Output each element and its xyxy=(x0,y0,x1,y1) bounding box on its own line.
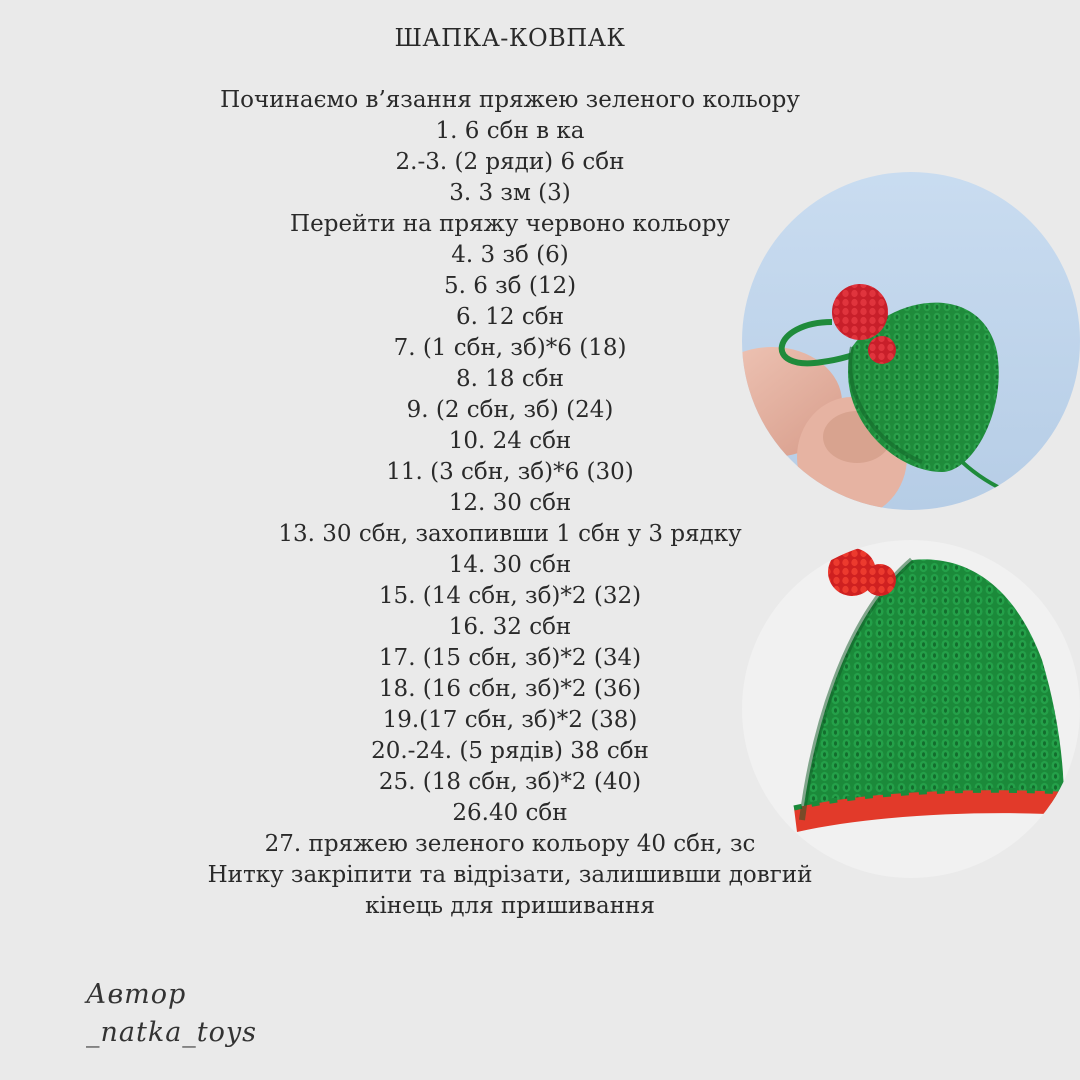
instruction-line: 3. 3 зм (3) xyxy=(449,180,571,206)
hat-top-illustration xyxy=(742,172,1080,510)
instruction-line: кінець для пришивання xyxy=(365,893,655,919)
instruction-line: 5. 6 зб (12) xyxy=(443,273,577,299)
instruction-line: 17. (15 сбн, зб)*2 (34) xyxy=(378,645,642,671)
instruction-line: 7. (1 сбн, зб)*6 (18) xyxy=(393,335,627,361)
instruction-line: 12. 30 сбн xyxy=(448,490,572,516)
instruction-line: 10. 24 сбн xyxy=(448,428,572,454)
instruction-line: 13. 30 сбн, захопивши 1 сбн у 3 рядку xyxy=(278,521,742,547)
author-credit xyxy=(86,976,257,1052)
instruction-line: 25. (18 сбн, зб)*2 (40) xyxy=(378,769,642,795)
instruction-line: 14. 30 сбн xyxy=(448,552,572,578)
instruction-line: 16. 32 сбн xyxy=(448,614,572,640)
instruction-line: 27. пряжею зеленого кольору 40 сбн, зс xyxy=(264,831,756,857)
instruction-line: 9. (2 сбн, зб) (24) xyxy=(406,397,614,423)
instruction-line: 26.40 сбн xyxy=(452,800,568,826)
instruction-line: 11. (3 сбн, зб)*6 (30) xyxy=(386,459,634,485)
instruction-line: 4. 3 зб (6) xyxy=(451,242,569,268)
photo-finished-hat xyxy=(742,540,1080,878)
author-label: Автор xyxy=(86,979,187,1010)
instruction-line: 6. 12 сбн xyxy=(456,304,564,330)
instruction-line: 18. (16 сбн, зб)*2 (36) xyxy=(378,676,642,702)
instruction-line: 19.(17 сбн, зб)*2 (38) xyxy=(382,707,638,733)
instruction-line: 1. 6 сбн в ка xyxy=(435,118,585,144)
instruction-line: 20.-24. (5 рядів) 38 сбн xyxy=(371,738,649,764)
finished-hat-illustration xyxy=(742,540,1080,878)
instruction-line: 2.-3. (2 ряди) 6 сбн xyxy=(395,149,625,175)
instruction-line: Перейти на пряжу червоно кольору xyxy=(290,211,730,237)
instruction-line: 8. 18 сбн xyxy=(456,366,564,392)
instruction-line: Починаємо в’язання пряжею зеленого кольору xyxy=(220,87,800,113)
author-handle: _natka_toys xyxy=(86,1017,258,1048)
pattern-title: ШАПКА-КОВПАК xyxy=(394,24,626,52)
photo-hat-top xyxy=(742,172,1080,510)
instruction-line: 15. (14 сбн, зб)*2 (32) xyxy=(378,583,642,609)
instruction-line: Нитку закріпити та відрізати, залишивши довгий xyxy=(207,862,813,888)
